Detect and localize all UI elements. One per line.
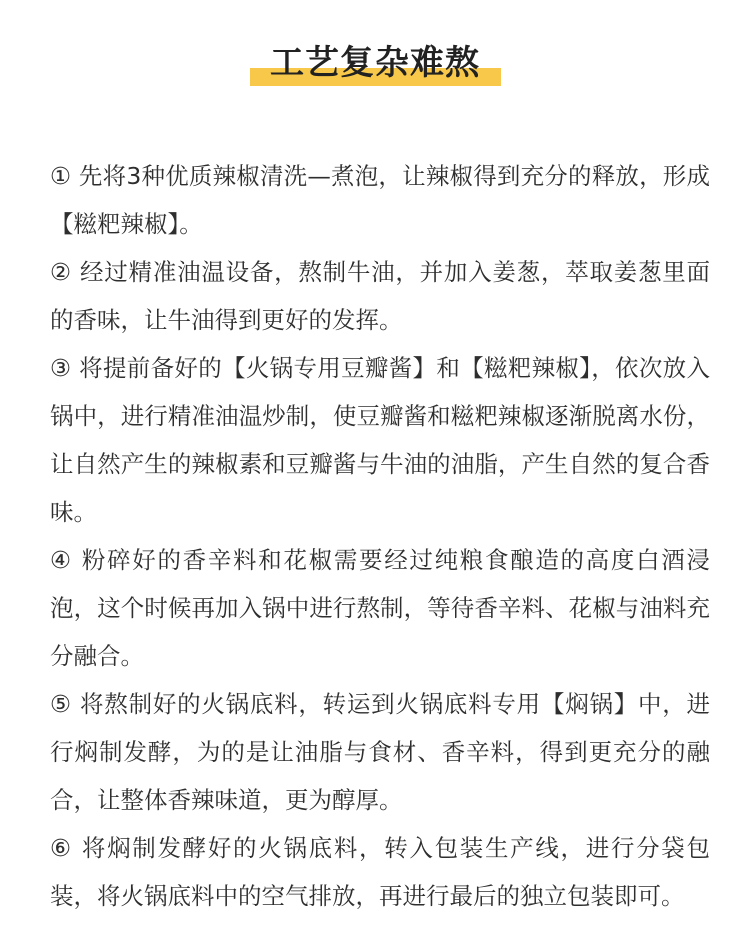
step-5: ⑤ 将熬制好的火锅底料，转运到火锅底料专用【焖锅】中，进行焖制发酵，为的是让油脂与食材、香辛料，得到更充分的融合，让整体香辣味道，更为醇厚。: [50, 690, 710, 814]
step-3: ③ 将提前备好的【火锅专用豆瓣酱】和【糍粑辣椒】，依次放入锅中，进行精准油温炒制，使豆瓣酱和糍粑辣椒逐渐脱离水份，让自然产生的辣椒素和豆瓣酱与牛油的油脂，产生自然的复合香味。: [50, 354, 710, 526]
step-1: ① 先将3种优质辣椒清洗—煮泡，让辣椒得到充分的释放，形成【糍粑辣椒】。: [50, 162, 710, 238]
page-title: 工艺复杂难熬: [270, 43, 480, 83]
step-4: ④ 粉碎好的香辛料和花椒需要经过纯粮食酿造的高度白酒浸泡，这个时候再加入锅中进行熬制，等待香辛料、花椒与油料充分融合。: [50, 546, 710, 670]
step-6: ⑥ 将焖制发酵好的火锅底料，转入包装生产线，进行分袋包装，将火锅底料中的空气排放，再进行最后的独立包装即可。: [50, 834, 710, 910]
step-2: ② 经过精准油温设备，熬制牛油，并加入姜葱，萃取姜葱里面的香味，让牛油得到更好的发挥。: [50, 258, 710, 334]
process-steps: [50, 152, 710, 920]
title-section: [0, 40, 750, 100]
